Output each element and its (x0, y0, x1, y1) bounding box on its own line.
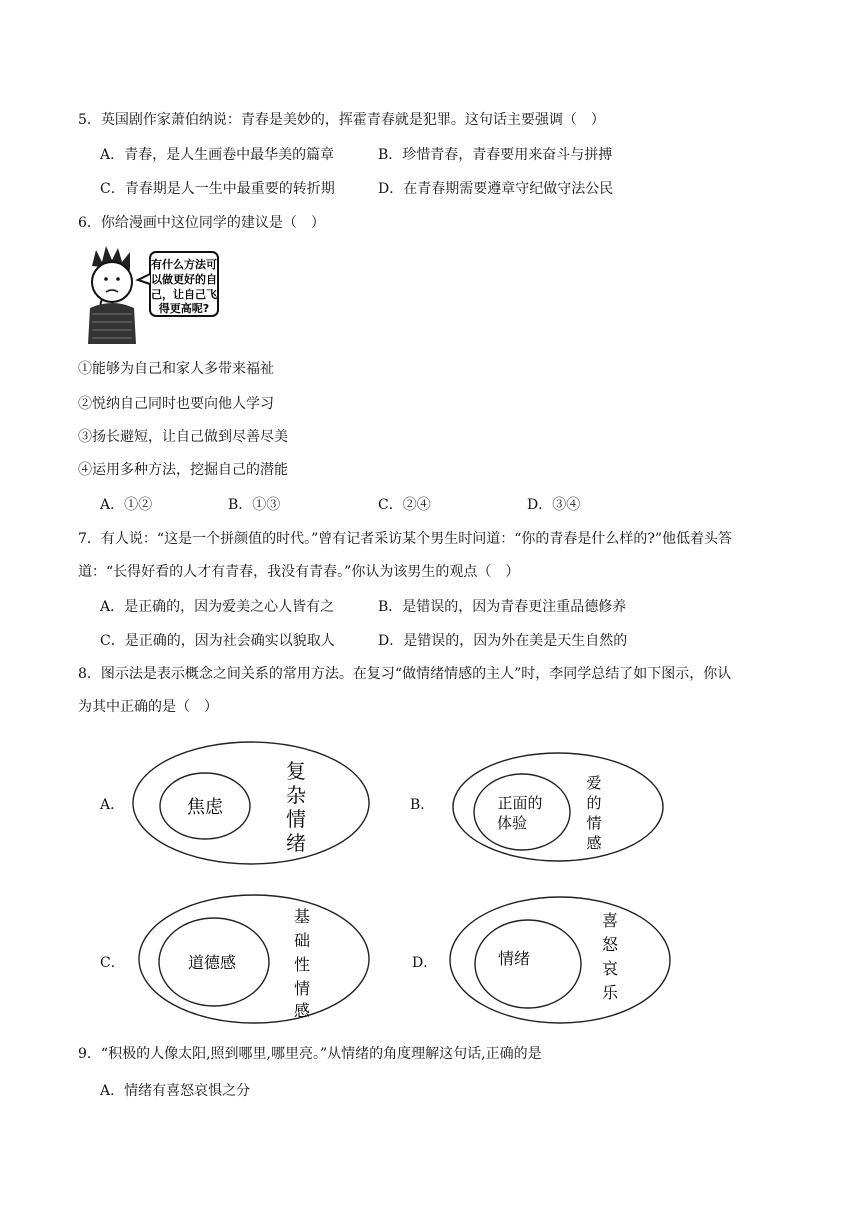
q8-d-inner-text: 情绪 (497, 949, 531, 968)
q8-diagram-d (448, 894, 674, 1026)
q8-d-outer-char: 乐 (601, 983, 619, 1002)
q8-c-outer-char: 感 (293, 1001, 311, 1020)
q6-item-1: ①能够为自己和家人多带来福祉 (78, 361, 274, 377)
q6-option-d: D．③④ (527, 497, 581, 513)
q7-stem-line-1: 7．有人说：“这是一个拼颜值的时代。”曾有记者采访某个男生时问道：“你的青春是什么样的?”他低着头答 (78, 531, 733, 547)
q8-diagram-c-label: C． (100, 955, 125, 971)
q8-a-outer-char: 绪 (286, 831, 306, 855)
q8-c-outer-char: 基 (293, 907, 311, 926)
q6-item-4: ④运用多种方法，挖掘自己的潜能 (78, 462, 288, 478)
q8-b-inner-text: 正面的 (497, 794, 543, 812)
bubble-line-2: 以做更好的自 (151, 273, 217, 286)
q8-c-outer-char: 情 (293, 979, 311, 998)
q8-c-outer-char: 性 (293, 955, 311, 974)
q8-diagram-d-label: D． (412, 955, 438, 971)
q6-option-b: B．①③ (228, 497, 281, 513)
q8-b-outer-char: 的 (586, 794, 602, 812)
q8-diagram-b (450, 750, 666, 864)
q6-item-3: ③扬长避短，让自己做到尽善尽美 (78, 429, 288, 445)
q8-diagram-a-label: A． (100, 797, 125, 813)
q8-b-outer-char: 情 (586, 814, 602, 832)
q8-d-outer-char: 怒 (601, 935, 619, 954)
bubble-line-4: 得更高呢? (158, 302, 210, 315)
q8-c-inner-text: 道德感 (187, 953, 237, 972)
q8-stem-line-1: 8．图示法是表示概念之间关系的常用方法。在复习“做情绪情感的主人”时，李同学总结了如下图示，你认 (78, 666, 732, 682)
q5-stem: 5．英国剧作家萧伯纳说：青春是美妙的，挥霍青春就是犯罪。这句话主要强调（ ） (78, 112, 605, 128)
bubble-line-3: 己，让自己飞 (151, 288, 217, 301)
q8-b-outer-char: 爱 (586, 774, 602, 792)
q6-stem: 6．你给漫画中这位同学的建议是（ ） (78, 215, 325, 231)
q6-item-2: ②悦纳自己同时也要向他人学习 (78, 396, 274, 412)
q7-option-a: A．是正确的，因为爱美之心人皆有之 (100, 599, 335, 615)
q8-diagram-b-label: B． (410, 797, 435, 813)
q7-option-d: D．是错误的，因为外在美是天生自然的 (378, 633, 628, 649)
q5-option-b: B．珍惜青春，青春要用来奋斗与拼搏 (378, 147, 613, 163)
q5-option-a: A．青春，是人生画卷中最华美的篇章 (100, 147, 335, 163)
q8-a-outer-char: 情 (286, 807, 306, 831)
q8-stem-line-2: 为其中正确的是（ ） (78, 699, 218, 715)
q9-stem: 9．“积极的人像太阳,照到哪里,哪里亮。”从情绪的角度理解这句话,正确的是 (78, 1046, 542, 1062)
q8-diagram-c (136, 892, 372, 1026)
q8-diagram-a (130, 738, 376, 868)
q8-a-inner-text: 焦虑 (187, 797, 223, 818)
q6-option-c: C．②④ (378, 497, 431, 513)
q8-d-outer-char: 哀 (601, 959, 619, 978)
q8-b-outer-char: 感 (586, 834, 602, 852)
q5-option-d: D．在青春期需要遵章守纪做守法公民 (378, 181, 614, 197)
q7-option-b: B．是错误的，因为青春更注重品德修养 (378, 599, 627, 615)
q8-b-inner-text: 体验 (496, 814, 528, 832)
q8-a-outer-char: 杂 (286, 783, 306, 807)
cartoon-student-image (80, 244, 220, 344)
q8-c-outer-char: 础 (293, 931, 311, 950)
q6-option-a: A．①② (100, 497, 153, 513)
q5-option-c: C．青春期是人一生中最重要的转折期 (100, 181, 335, 197)
q8-d-outer-char: 喜 (601, 911, 619, 930)
q8-a-outer-char: 复 (286, 759, 306, 783)
q7-option-c: C．是正确的，因为社会确实以貌取人 (100, 633, 335, 649)
q9-option-a: A．情绪有喜怒哀惧之分 (100, 1083, 251, 1099)
q7-stem-line-2: 道：“长得好看的人才有青春，我没有青春。”你认为该男生的观点（ ） (78, 564, 520, 580)
bubble-line-1: 有什么方法可 (151, 258, 217, 271)
